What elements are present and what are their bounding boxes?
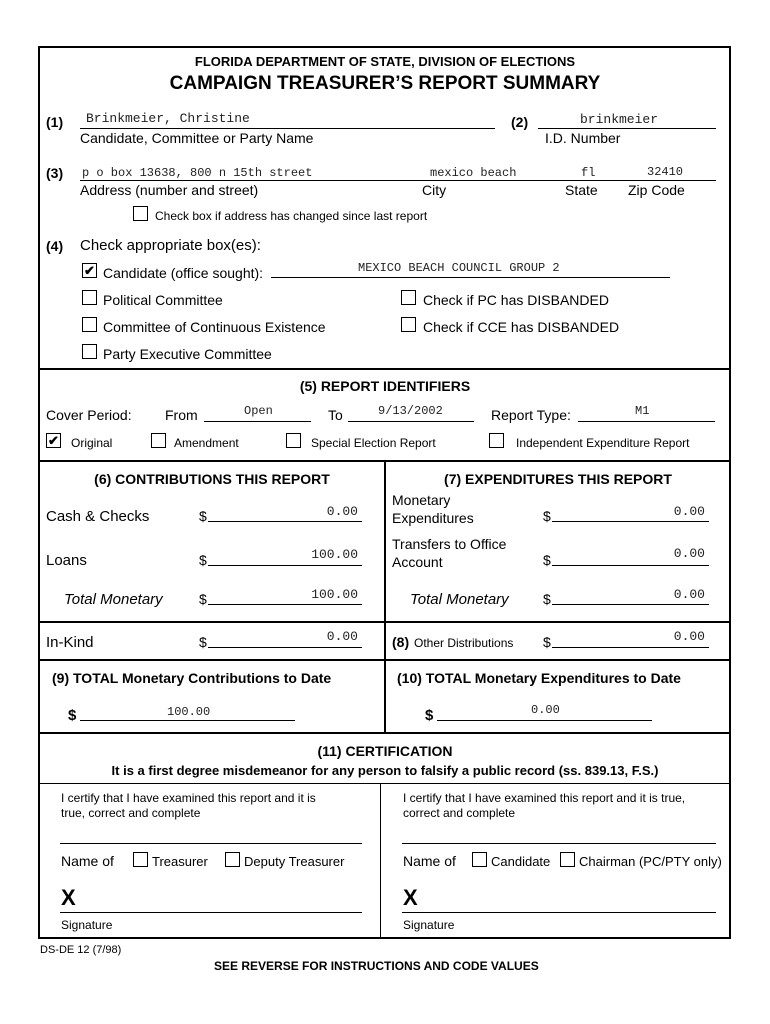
transfers-value[interactable]: 0.00 [673,546,705,561]
address-line [80,180,716,181]
exp-total-currency: $ [543,591,551,607]
loans-value[interactable]: 100.00 [311,547,358,562]
candidate-name-value[interactable]: Brinkmeier, Christine [86,111,250,126]
contrib-total-line [208,604,362,605]
state-label: State [565,182,598,198]
section-1-number: (1) [46,114,64,130]
cash-label: Cash & Checks [46,508,150,525]
divider-section-11 [38,732,731,734]
divider-section-5 [38,368,731,370]
exp-total-label: Total Monetary [410,591,509,608]
amendment-checkbox[interactable] [151,433,166,448]
to-line [348,421,474,422]
street-value[interactable]: p o box 13638, 800 n 15th street [82,166,313,180]
monetary-exp-currency: $ [543,508,551,524]
section-4-number: (4) [46,238,64,254]
form-title: CAMPAIGN TREASURER’S REPORT SUMMARY [169,73,601,94]
contrib-to-date-line [80,720,295,721]
city-label: City [422,182,447,198]
candidate-cert-label: Candidate [491,854,551,869]
candidate-label: Candidate (office sought): [103,265,264,281]
left-cert-text-1: I certify that I have examined this report and it is [61,791,316,805]
right-signature-line[interactable] [402,912,716,913]
candidate-name-line [80,128,495,129]
inkind-label: In-Kind [46,634,94,651]
id-number-label: I.D. Number [545,130,621,146]
treasurer-label: Treasurer [152,854,208,869]
political-committee-checkbox[interactable] [82,290,97,305]
divider-9-10 [384,659,386,733]
street-label: Address (number and street) [80,182,259,198]
cash-line [208,521,362,522]
check-icon: ✔ [48,433,59,448]
contrib-total-currency: $ [199,591,207,607]
cover-period-label: Cover Period: [46,407,132,423]
original-checkbox[interactable] [46,433,61,448]
section-8-number: (8) [392,634,410,650]
exp-total-line [552,604,709,605]
right-cert-text-1: I certify that I have examined this report and it is true, [403,791,686,805]
loans-line [208,565,362,566]
loans-currency: $ [199,552,207,568]
agency-name: FLORIDA DEPARTMENT OF STATE, DIVISION OF ELECTIONS [194,54,576,69]
cce-label: Committee of Continuous Existence [103,319,326,335]
from-label: From [165,407,198,423]
zip-value[interactable]: 32410 [647,165,684,179]
cert-top-line [40,783,730,784]
address-changed-checkbox[interactable] [133,206,148,221]
candidate-office-value[interactable]: MEXICO BEACH COUNCIL GROUP 2 [358,261,560,275]
cce-disbanded-label: Check if CCE has DISBANDED [423,319,620,335]
divider-inkind [38,621,731,623]
cash-currency: $ [199,508,207,524]
section-10-heading: (10) TOTAL Monetary Expenditures to Date [397,670,681,686]
report-type-value[interactable]: M1 [635,404,650,418]
exp-to-date-value[interactable]: 0.00 [531,703,560,717]
left-signature-x: X [61,885,76,910]
candidate-name-label: Candidate, Committee or Party Name [80,130,314,146]
original-label: Original [71,436,113,450]
loans-label: Loans [46,552,87,569]
check-icon: ✔ [84,263,95,278]
inkind-line [208,647,362,648]
section-3-number: (3) [46,165,64,181]
contrib-total-label: Total Monetary [64,591,163,608]
from-value[interactable]: Open [244,404,273,418]
left-signature-label: Signature [61,918,113,932]
form-number: DS-DE 12 (7/98) [40,944,122,956]
contrib-total-value[interactable]: 100.00 [311,587,358,602]
deputy-treasurer-checkbox[interactable] [225,852,240,867]
inkind-currency: $ [199,634,207,650]
other-distributions-label: Other Distributions [414,636,514,650]
monetary-exp-value[interactable]: 0.00 [673,504,705,519]
section-7-heading: (7) EXPENDITURES THIS REPORT [444,471,672,487]
section-5-heading: (5) REPORT IDENTIFIERS [299,378,471,394]
monetary-exp-label-1: Monetary [392,492,451,508]
state-value[interactable]: fl [581,166,596,180]
divider-6-7 [384,460,386,660]
transfers-currency: $ [543,552,551,568]
section-9-heading: (9) TOTAL Monetary Contributions to Date [52,670,332,686]
other-distributions-line [552,647,709,648]
left-signature-line[interactable] [60,912,362,913]
pc-disbanded-label: Check if PC has DISBANDED [423,292,609,308]
from-line [204,421,311,422]
section-2-number: (2) [511,114,529,130]
contrib-to-date-value[interactable]: 100.00 [167,705,211,719]
independent-expenditure-checkbox[interactable] [489,433,504,448]
party-executive-label: Party Executive Committee [103,346,272,362]
amendment-label: Amendment [174,436,239,450]
address-changed-label: Check box if address has changed since last report [155,209,428,223]
left-name-of-label: Name of [61,853,114,869]
candidate-checkbox[interactable] [82,263,97,278]
chairman-label: Chairman (PC/PTY only) [579,854,722,869]
cash-value[interactable]: 0.00 [326,504,358,519]
party-executive-checkbox[interactable] [82,344,97,359]
certification-warning: It is a first degree misdemeanor for any person to falsify a public record (ss. 839.13, F.S.) [111,763,659,778]
report-type-label: Report Type: [491,407,571,423]
contrib-to-date-currency: $ [68,707,77,724]
transfers-label-1: Transfers to Office [392,536,507,552]
cce-checkbox[interactable] [82,317,97,332]
section-6-heading: (6) CONTRIBUTIONS THIS REPORT [94,471,330,487]
id-number-value[interactable]: brinkmeier [580,112,659,127]
id-number-line [538,128,716,129]
independent-expenditure-label: Independent Expenditure Report [516,436,690,450]
special-election-label: Special Election Report [311,436,436,450]
zip-label: Zip Code [628,182,685,198]
exp-to-date-currency: $ [425,707,434,724]
to-value[interactable]: 9/13/2002 [378,404,443,418]
candidate-office-line [271,277,670,278]
monetary-exp-label-2: Expenditures [392,510,474,526]
deputy-treasurer-label: Deputy Treasurer [244,854,345,869]
chairman-checkbox[interactable] [560,852,575,867]
transfers-line [552,565,709,566]
footer-note: SEE REVERSE FOR INSTRUCTIONS AND CODE VALUES [214,959,539,973]
transfers-label-2: Account [392,554,443,570]
to-label: To [328,407,343,423]
city-value[interactable]: mexico beach [430,166,517,180]
right-name-line [402,843,716,844]
right-cert-text-2: correct and complete [403,806,516,820]
left-cert-text-2: true, correct and complete [61,806,201,820]
section-4-heading: Check appropriate box(es): [80,237,261,254]
cce-disbanded-checkbox[interactable] [401,317,416,332]
candidate-cert-checkbox[interactable] [472,852,487,867]
special-election-checkbox[interactable] [286,433,301,448]
political-committee-label: Political Committee [103,292,223,308]
right-name-of-label: Name of [403,853,456,869]
other-distributions-value[interactable]: 0.00 [673,629,705,644]
inkind-value[interactable]: 0.00 [326,629,358,644]
left-name-line [60,843,362,844]
pc-disbanded-checkbox[interactable] [401,290,416,305]
section-11-heading: (11) CERTIFICATION [317,743,453,759]
monetary-exp-line [552,521,709,522]
other-distributions-currency: $ [543,634,551,650]
exp-to-date-line [437,720,652,721]
right-signature-x: X [403,885,418,910]
exp-total-value[interactable]: 0.00 [673,587,705,602]
treasurer-checkbox[interactable] [133,852,148,867]
cert-divider [380,783,381,938]
report-type-line [578,421,715,422]
right-signature-label: Signature [403,918,455,932]
